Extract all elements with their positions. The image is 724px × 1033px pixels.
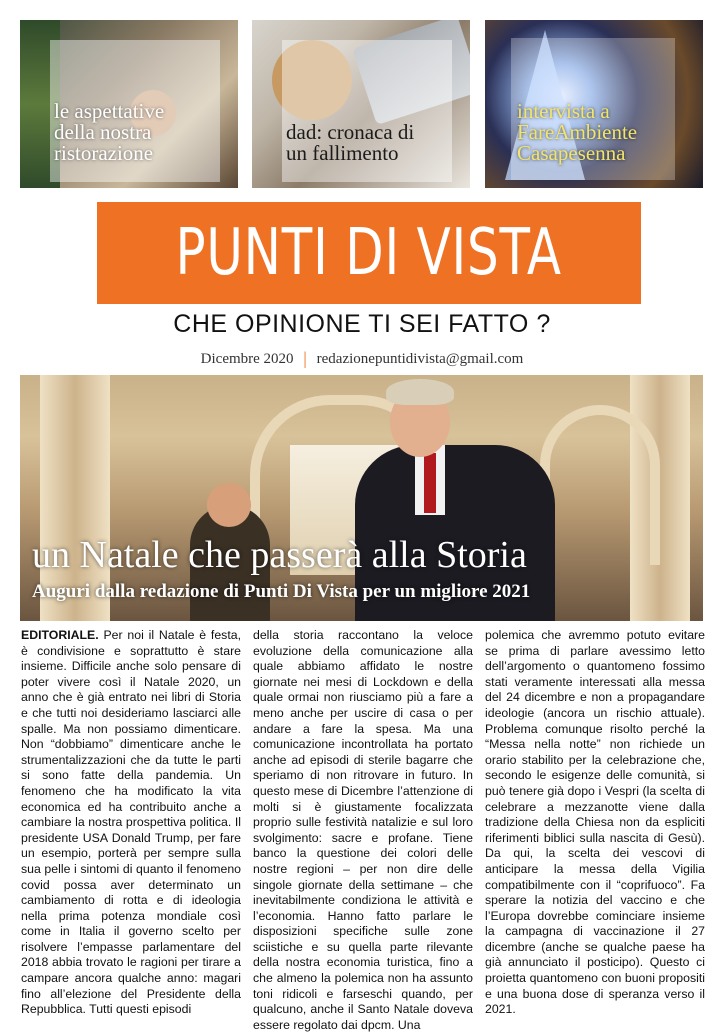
hero-image[interactable]	[20, 375, 703, 621]
article-text: Per noi il Natale è festa, è condivisione e soprattutto è stare insieme. Difficile anche solo pensare di poter vivere così il Natale 2020, un anno che è già entrato nei libri di Storia e che tutti noi desideriamo lasciarci alle spalle. Ma non possiamo dimenticare. Non “dobbiamo” dimenticare anche le strumentalizzazioni che da tutte le parti si sono fatte della pandemia. Un fenomeno che ha modificato la vita economica ed ha contribuito anche a cambiare la nostra prospettiva politica. Il presidente USA Donald Trump, per fare un esempio, porterà per sempre sulla sua pelle i sintomi di quanto il fenomeno covid possa aver determinato un cambiamento di rotta e di ideologia nella prima potenza mondiale così come in Italia il governo scelto per risolvere l’empasse parlamentare del 2018 abbia trovato le ragioni per tirare a campare ancora qualche anno: magari fino all’elezione del Presidente della Repubblica. Tutti questi episodi	[21, 628, 241, 1017]
dateline-separator: |	[303, 348, 307, 368]
teaser-caption: dad: cronaca di un fallimento	[286, 120, 415, 165]
hero-headline: un Natale che passerà alla Storia	[32, 534, 527, 576]
article-text: della storia raccontano la veloce evoluzione della comunicazione alla quale abbiamo affidato le nostre giornate nei mesi di Lockdown e della quale ormai non riusciamo più a fare a meno anche per uscire di casa o per andare a fare la spesa. Ma una comunicazione incontrollata ha portato anche ad episodi di sterile bagarre che speriamo di non ritrovare in futuro. In questo mese di Dicembre l’attenzione di molti si è giustamente focalizzata proprio sulle festività natalizie e sul loro svolgimento: sacre e profane. Tiene banco la questione dei colori delle nostre regioni – per non dire delle singole giornate della settimane – che inevitabilmente condiziona le attività e l’economia. Hanno fatto parlare le disposizioni specifiche sulle zone sciistiche e su quella parte rilevante della nostra economia turistica, fino a che almeno la polemica non ha assunto toni ridicoli e farseschi quando, per qualcuno, anche il Santo Natale doveva essere regolato dai dpcm. Una	[253, 628, 473, 1032]
article-lead: EDITORIALE.	[21, 628, 99, 642]
editorial-article	[21, 628, 705, 1032]
article-column-1	[21, 628, 241, 1033]
masthead-title: PUNTI DI VISTA	[175, 216, 563, 290]
teaser-card-dad[interactable]	[252, 20, 470, 188]
article-text: polemica che avremmo potuto evitare se prima di parlare avessimo letto dell’argomento o quantomeno fossimo stati veramente interessati alla messa del 24 dicembre e non a propagandare ideologie (ancora un rischio attuale). Problema comunque risolto perché la “Messa nella notte” non richiede un orario stabilito per la celebrazione che, secondo le esigenze delle comunità, si può tenere già dopo i Vespri (la scelta di celebrare a mezzanotte viene dalla tradizione della Chiesa non da espliciti riferimenti biblici sulla nascita di Gesù). Da qui, la scelta dei vescovi di anticipare la messa della Vigilia compatibilmente con il “coprifuoco”. Fa sperare la notizia del vaccino e che l’Europa dovrebbe cominciare insieme la campagna di vaccinazione il 27 dicembre (anche se qualche paese ha già annunciato il posticipo). Questo ci proietta quantomeno con buoni propositi e una buona dose di speranza verso il 2021.	[485, 628, 705, 1017]
article-column-2	[253, 628, 473, 1033]
masthead-subtitle: CHE OPINIONE TI SEI FATTO ?	[173, 310, 551, 338]
contact-email[interactable]: redazionepuntidivista@gmail.com	[316, 351, 524, 367]
teaser-caption: intervista a FareAmbiente Casapesenna	[517, 99, 638, 165]
hero-person-hair	[386, 379, 454, 405]
masthead	[97, 202, 641, 304]
teaser-card-interview[interactable]	[485, 20, 703, 188]
teaser-card-restaurants[interactable]	[20, 20, 238, 188]
hero-person-tie	[424, 453, 436, 513]
article-column-3	[485, 628, 705, 1033]
hero-child-head	[207, 483, 251, 527]
dateline	[0, 347, 724, 368]
teaser-caption: le aspettative della nostra ristorazione	[54, 99, 165, 165]
issue-date: Dicembre 2020	[200, 351, 294, 367]
hero-subheadline: Auguri dalla redazione di Punti Di Vista per un migliore 2021	[32, 581, 531, 602]
